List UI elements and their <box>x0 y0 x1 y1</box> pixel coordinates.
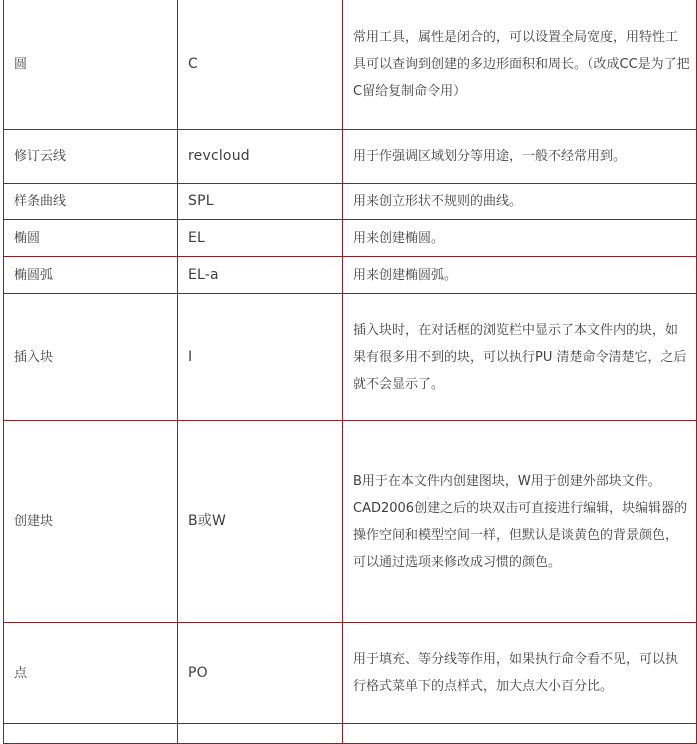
tool-name-cell: 点 <box>4 623 178 724</box>
command-cell: I <box>178 294 343 421</box>
table-row <box>4 623 697 724</box>
description-cell: 用来创建椭圆弧。 <box>343 257 697 294</box>
table-row <box>4 130 697 184</box>
table-row <box>4 421 697 623</box>
description-cell: 插入块时，在对话框的浏览栏中显示了本文件内的块，如果有很多用不到的块，可以执行PU 清楚命令清楚它，之后就不会显示了。 <box>343 294 697 421</box>
command-cell: B或W <box>178 421 343 623</box>
empty-cell <box>343 724 697 744</box>
table-row <box>4 724 697 744</box>
table-row <box>4 294 697 421</box>
command-cell: C <box>178 0 343 130</box>
command-cell: EL <box>178 220 343 257</box>
command-cell: PO <box>178 623 343 724</box>
tool-name-cell: 插入块 <box>4 294 178 421</box>
command-cell: SPL <box>178 184 343 220</box>
command-cell: revcloud <box>178 130 343 184</box>
command-table <box>3 0 697 744</box>
table-row <box>4 257 697 294</box>
description-cell: 用来创立形状不规则的曲线。 <box>343 184 697 220</box>
empty-cell <box>4 724 178 744</box>
tool-name-cell: 圆 <box>4 0 178 130</box>
description-cell: 用来创建椭圆。 <box>343 220 697 257</box>
tool-name-cell: 创建块 <box>4 421 178 623</box>
description-cell: B用于在本文件内创建图块，W用于创建外部块文件。CAD2006创建之后的块双击可直接进行编辑，块编辑器的操作空间和模型空间一样，但默认是谈黄色的背景颜色，可以通过选项来修改成习惯的颜色。 <box>343 421 697 623</box>
description-cell: 常用工具，属性是闭合的，可以设置全局宽度，用特性工具可以查询到创建的多边形面积和周长。（改成CC是为了把C留给复制命令用） <box>343 0 697 130</box>
tool-name-cell: 椭圆弧 <box>4 257 178 294</box>
table-row <box>4 0 697 130</box>
tool-name-cell: 修订云线 <box>4 130 178 184</box>
description-cell: 用于填充、等分线等作用，如果执行命令看不见，可以执行格式菜单下的点样式，加大点大小百分比。 <box>343 623 697 724</box>
tool-name-cell: 椭圆 <box>4 220 178 257</box>
command-cell: EL-a <box>178 257 343 294</box>
table-row <box>4 184 697 220</box>
empty-cell <box>178 724 343 744</box>
tool-name-cell: 样条曲线 <box>4 184 178 220</box>
description-cell: 用于作强调区域划分等用途，一般不经常用到。 <box>343 130 697 184</box>
table-row <box>4 220 697 257</box>
